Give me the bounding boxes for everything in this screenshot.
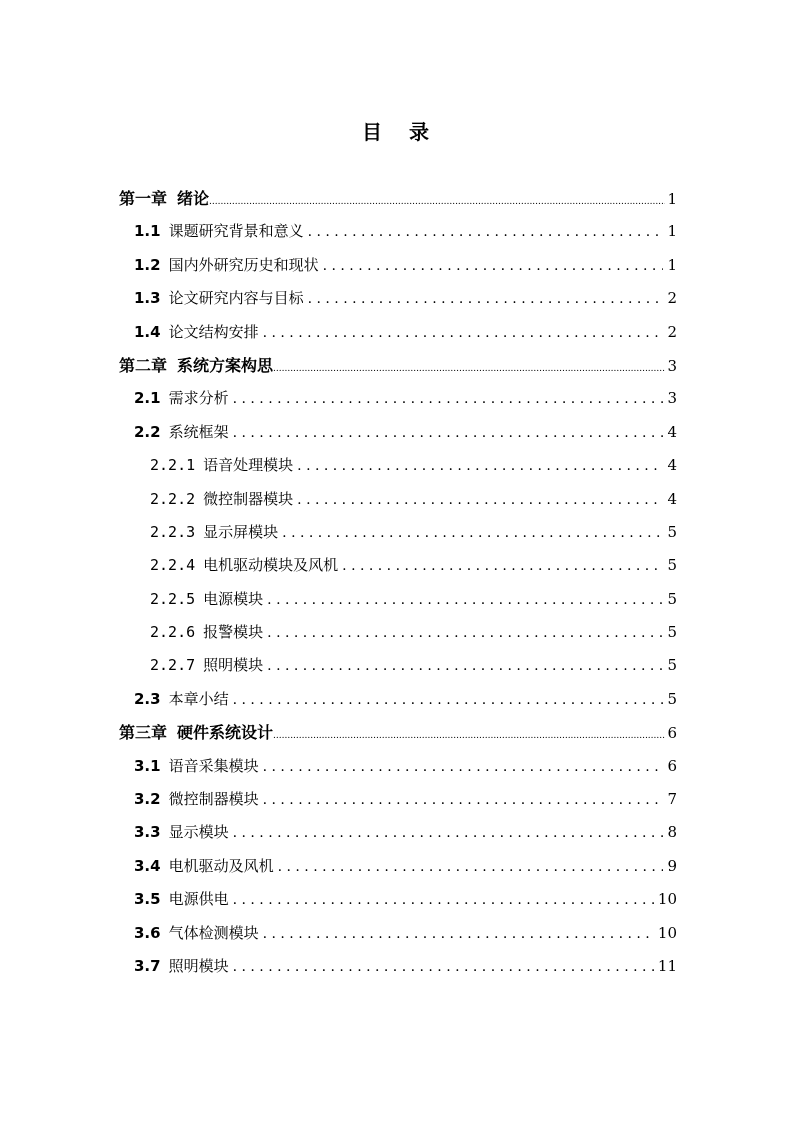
toc-entry-number: 2.2.7	[150, 656, 196, 675]
toc-entry-number: 第一章	[119, 189, 168, 208]
toc-entry-number: 2.2.2	[150, 489, 196, 508]
dot-leader	[233, 884, 654, 917]
dot-leader	[267, 584, 663, 617]
toc-entry-title: 绪论	[177, 189, 210, 208]
toc-entry-title: 电源模块	[203, 589, 264, 608]
toc-entry-2-2[interactable]	[119, 416, 677, 449]
toc-entry-number: 2.3	[134, 689, 161, 708]
dot-leader	[263, 784, 663, 817]
toc-entry-title: 照明模块	[168, 956, 229, 975]
toc-entry-page: 5	[667, 589, 677, 608]
toc-entry-page: 10	[657, 923, 677, 942]
toc-entry-page: 4	[667, 489, 677, 508]
dot-leader	[209, 186, 665, 219]
toc-entry-title: 需求分析	[168, 389, 229, 408]
dot-leader	[273, 353, 665, 386]
dot-leader	[297, 484, 663, 517]
dot-leader	[263, 317, 663, 350]
toc-entry-page: 1	[667, 255, 677, 274]
toc-entry-page: 2	[667, 289, 677, 308]
toc-entry-1-3[interactable]	[119, 282, 677, 315]
toc-entry-3-2[interactable]	[119, 783, 677, 816]
toc-entry-page: 5	[667, 656, 677, 675]
toc-entry-3-6[interactable]	[119, 917, 677, 950]
toc-entry-page: 2	[667, 322, 677, 341]
toc-entry-page: 6	[667, 756, 677, 775]
toc-entry-number: 2.2.6	[150, 623, 196, 642]
toc-entry-number: 2.1	[134, 389, 161, 408]
toc-entry-page: 10	[657, 890, 677, 909]
toc-entry-chapter-3[interactable]	[119, 716, 677, 749]
dot-leader	[308, 283, 663, 316]
toc-entry-title: 微控制器模块	[203, 489, 294, 508]
toc-entry-page: 5	[667, 689, 677, 708]
toc-entry-page: 8	[667, 823, 677, 842]
toc-entry-3-1[interactable]	[119, 750, 677, 783]
toc-entry-number: 2.2	[134, 422, 161, 441]
dot-leader	[278, 851, 663, 884]
toc-entry-1-1[interactable]	[119, 215, 677, 248]
toc-entry-title: 系统框架	[168, 422, 229, 441]
dot-leader	[342, 550, 663, 583]
toc-entry-page: 6	[667, 724, 677, 743]
dot-leader	[263, 751, 663, 784]
toc-entry-number: 2.2.1	[150, 456, 196, 475]
toc-entry-title: 语音处理模块	[203, 456, 294, 475]
toc-entry-title: 电机驱动及风机	[168, 856, 274, 875]
toc-entry-page: 4	[667, 422, 677, 441]
toc-entry-page: 5	[667, 623, 677, 642]
dot-leader	[233, 817, 663, 850]
toc-entry-title: 微控制器模块	[168, 790, 259, 809]
toc-entry-page: 3	[667, 389, 677, 408]
toc-entry-2-1[interactable]	[119, 382, 677, 415]
toc-entry-title: 本章小结	[168, 689, 229, 708]
toc-entry-page: 1	[667, 190, 677, 208]
toc-entry-1-2[interactable]	[119, 249, 677, 282]
toc-entry-number: 1.1	[134, 222, 161, 241]
dot-leader	[233, 383, 663, 416]
dot-leader	[323, 250, 663, 283]
toc-entry-1-4[interactable]	[119, 316, 677, 349]
toc-entry-title: 国内外研究历史和现状	[168, 255, 319, 274]
toc-entry-number: 1.4	[134, 322, 161, 341]
dot-leader	[267, 650, 663, 683]
toc-entry-title: 气体检测模块	[168, 923, 259, 942]
toc-entry-2-3[interactable]	[119, 683, 677, 716]
toc-entry-number: 2.2.5	[150, 589, 196, 608]
toc-entry-title: 显示屏模块	[203, 522, 279, 541]
toc-entry-title: 报警模块	[203, 623, 264, 642]
toc-entry-page: 1	[667, 222, 677, 241]
toc-entry-page: 7	[667, 790, 677, 809]
toc-entry-title: 论文研究内容与目标	[168, 289, 304, 308]
toc-entry-number: 2.2.3	[150, 522, 196, 541]
toc-entry-3-7[interactable]	[119, 950, 677, 983]
dot-leader	[282, 517, 663, 550]
toc-entry-2-2-7[interactable]	[119, 649, 677, 682]
dot-leader	[233, 951, 654, 984]
toc-entry-number: 3.1	[134, 756, 161, 775]
toc-entry-2-2-3[interactable]	[119, 516, 677, 549]
toc-entry-number: 1.3	[134, 289, 161, 308]
toc-entry-number: 3.4	[134, 856, 161, 875]
toc-entry-title: 照明模块	[203, 656, 264, 675]
toc-entry-2-2-1[interactable]	[119, 449, 677, 482]
dot-leader	[263, 918, 654, 951]
toc-entry-2-2-5[interactable]	[119, 583, 677, 616]
toc-entry-chapter-1[interactable]	[119, 182, 677, 215]
toc-entry-3-4[interactable]	[119, 850, 677, 883]
toc-entry-2-2-6[interactable]	[119, 616, 677, 649]
toc-entry-2-2-2[interactable]	[119, 483, 677, 516]
dot-leader	[308, 216, 663, 249]
toc-entry-page: 3	[667, 356, 677, 375]
dot-leader	[267, 617, 663, 650]
toc-entry-number: 3.6	[134, 923, 161, 942]
toc-entry-title: 课题研究背景和意义	[168, 222, 304, 241]
dot-leader	[233, 684, 663, 717]
toc-entry-page: 11	[657, 956, 677, 975]
toc-entry-number: 3.2	[134, 790, 161, 809]
toc-entry-page: 9	[667, 856, 677, 875]
toc-entry-page: 5	[667, 522, 677, 541]
table-of-contents	[119, 182, 677, 983]
toc-entry-3-5[interactable]	[119, 883, 677, 916]
toc-entry-title: 语音采集模块	[168, 756, 259, 775]
toc-entry-page: 4	[667, 456, 677, 475]
toc-entry-number: 1.2	[134, 255, 161, 274]
page-title: 目 录	[362, 120, 439, 144]
toc-entry-title: 电机驱动模块及风机	[203, 556, 339, 575]
toc-entry-title: 显示模块	[168, 823, 229, 842]
toc-entry-number: 第二章	[119, 355, 168, 375]
toc-entry-title: 系统方案构思	[177, 355, 274, 375]
dot-leader	[297, 450, 663, 483]
toc-entry-number: 3.3	[134, 823, 161, 842]
toc-entry-title: 电源供电	[168, 890, 229, 909]
toc-entry-chapter-2[interactable]	[119, 349, 677, 382]
dot-leader	[273, 720, 665, 753]
dot-leader	[233, 417, 663, 450]
toc-entry-title: 论文结构安排	[168, 322, 259, 341]
toc-entry-2-2-4[interactable]	[119, 549, 677, 582]
toc-entry-number: 3.5	[134, 890, 161, 909]
toc-entry-title: 硬件系统设计	[177, 723, 274, 743]
toc-entry-number: 第三章	[119, 723, 168, 743]
toc-entry-3-3[interactable]	[119, 816, 677, 849]
toc-entry-page: 5	[667, 556, 677, 575]
toc-entry-number: 2.2.4	[150, 556, 196, 575]
toc-entry-number: 3.7	[134, 956, 161, 975]
